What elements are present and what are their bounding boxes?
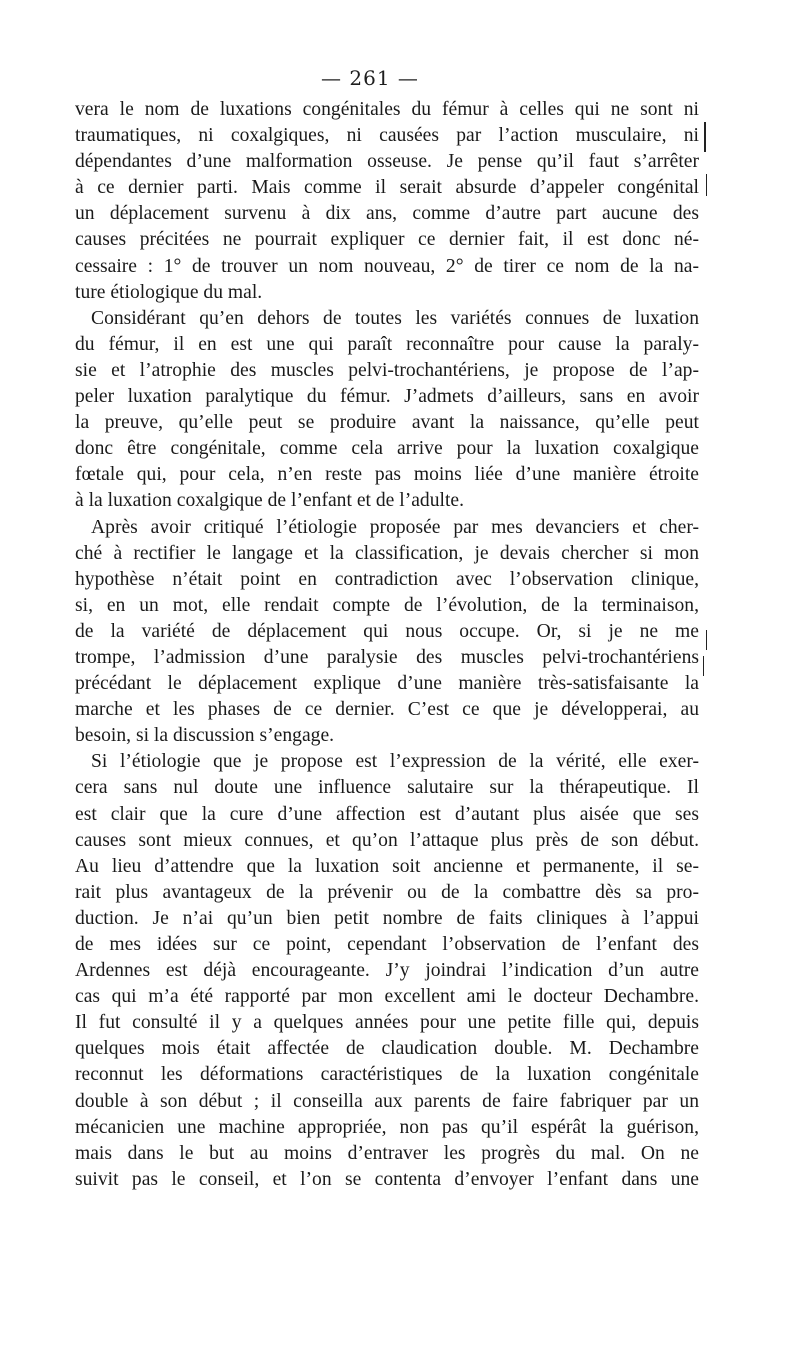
text-line: rait plus avantageux de la prévenir ou de la combattre dès sa pro-	[75, 881, 699, 903]
text-line: précédant le déplacement explique d’une manière très-satisfaisante la	[75, 673, 699, 695]
text-line: cas qui m’a été rapporté par mon excellent ami le docteur Dechambre.	[75, 986, 699, 1008]
text-line: sie et l’atrophie des muscles pelvi-trochantériens, je propose de l’ap-	[75, 359, 699, 381]
text-line: dépendantes d’une malformation osseuse. Je pense qu’il faut s’arrêter	[75, 151, 699, 173]
text-line: Après avoir critiqué l’étiologie proposée par mes devanciers et cher-	[91, 516, 699, 538]
text-line: reconnut les déformations caractéristiques de la luxation congénitale	[75, 1064, 699, 1086]
paragraph	[75, 749, 699, 1193]
text-line: ché à rectifier le langage et la classification, je devais chercher si mon	[75, 542, 699, 564]
text-line: mais dans le but au moins d’entraver les progrès du mal. On ne	[75, 1142, 699, 1164]
text-line: la preuve, qu’elle peut se produire avant la naissance, qu’elle peut	[75, 412, 699, 434]
text-line: Au lieu d’attendre que la luxation soit ancienne et permanente, il se-	[75, 855, 699, 877]
text-line: vera le nom de luxations congénitales du fémur à celles qui ne sont ni	[75, 99, 699, 120]
text-line: est clair que la cure d’une affection est d’autant plus aisée que ses	[75, 803, 699, 825]
text-line: traumatiques, ni coxalgiques, ni causées par l’action musculaire, ni	[75, 125, 699, 147]
text-line: hypothèse n’était point en contradiction avec l’observation clinique,	[75, 568, 699, 590]
margin-mark	[706, 174, 707, 196]
text-line: double à son début ; il conseilla aux parents de faire fabriquer par un	[75, 1090, 699, 1112]
text-line: à la luxation coxalgique de l’enfant et de l’adulte.	[75, 490, 464, 512]
text-line: duction. Je n’ai qu’un bien petit nombre de faits cliniques à l’appui	[75, 907, 699, 929]
text-line: trompe, l’admission d’une paralysie des muscles pelvi-trochantériens	[75, 646, 699, 668]
text-line: suivit pas le conseil, et l’on se contenta d’envoyer l’enfant dans une	[75, 1168, 699, 1190]
text-line: du fémur, il en est une qui paraît reconnaître pour cause la paraly-	[75, 333, 699, 355]
text-line: quelques mois était affectée de claudication double. M. Dechambre	[75, 1038, 699, 1060]
text-line: cessaire : 1° de trouver un nom nouveau, 2° de tirer ce nom de la na-	[75, 255, 699, 277]
text-line: marche et les phases de ce dernier. C’est ce que je développerai, au	[75, 699, 699, 721]
text-line: causes sont mieux connues, et qu’on l’attaque plus près de son début.	[75, 829, 699, 851]
text-line: causes précitées ne pourrait expliquer ce dernier fait, il est donc né-	[75, 229, 699, 251]
paragraph	[75, 97, 699, 306]
text-line: un déplacement survenu à dix ans, comme d’autre part aucune des	[75, 203, 699, 225]
margin-mark	[703, 656, 704, 676]
text-line: besoin, si la discussion s’engage.	[75, 725, 335, 747]
text-line: fœtale qui, pour cela, n’en reste pas moins liée d’une manière étroite	[75, 464, 699, 486]
text-line: de mes idées sur ce point, cependant l’observation de l’enfant des	[75, 934, 699, 955]
text-line: donc être congénitale, comme cela arrive pour la luxation coxalgique	[75, 438, 699, 460]
text-line: peler luxation paralytique du fémur. J’admets d’ailleurs, sans en avoir	[75, 386, 699, 408]
body-text	[75, 97, 699, 1193]
text-line: Il fut consulté il y a quelques années pour une petite fille qui, depuis	[75, 1012, 699, 1034]
text-line: Considérant qu’en dehors de toutes les variétés connues de luxation	[91, 307, 699, 329]
text-line: ture étiologique du mal.	[75, 281, 263, 303]
text-line: Ardennes est déjà encourageante. J’y joindrai l’indication d’un autre	[75, 960, 699, 982]
text-line: cera sans nul doute une influence salutaire sur la thérapeutique. Il	[75, 777, 699, 799]
text-line: mécanicien une machine appropriée, non pas qu’il espérât la guérison,	[75, 1116, 699, 1138]
margin-mark	[704, 122, 706, 152]
text-line: Si l’étiologie que je propose est l’expression de la vérité, elle exer-	[91, 751, 699, 773]
text-line: à ce dernier parti. Mais comme il serait absurde d’appeler congénital	[75, 177, 699, 199]
paragraph	[75, 515, 699, 750]
paragraph	[75, 306, 699, 515]
text-line: de la variété de déplacement qui nous occupe. Or, si je ne me	[75, 620, 699, 642]
margin-mark	[706, 630, 707, 650]
page-number: — 261 —	[321, 66, 419, 90]
text-line: si, en un mot, elle rendait compte de l’évolution, de la terminaison,	[75, 594, 699, 616]
